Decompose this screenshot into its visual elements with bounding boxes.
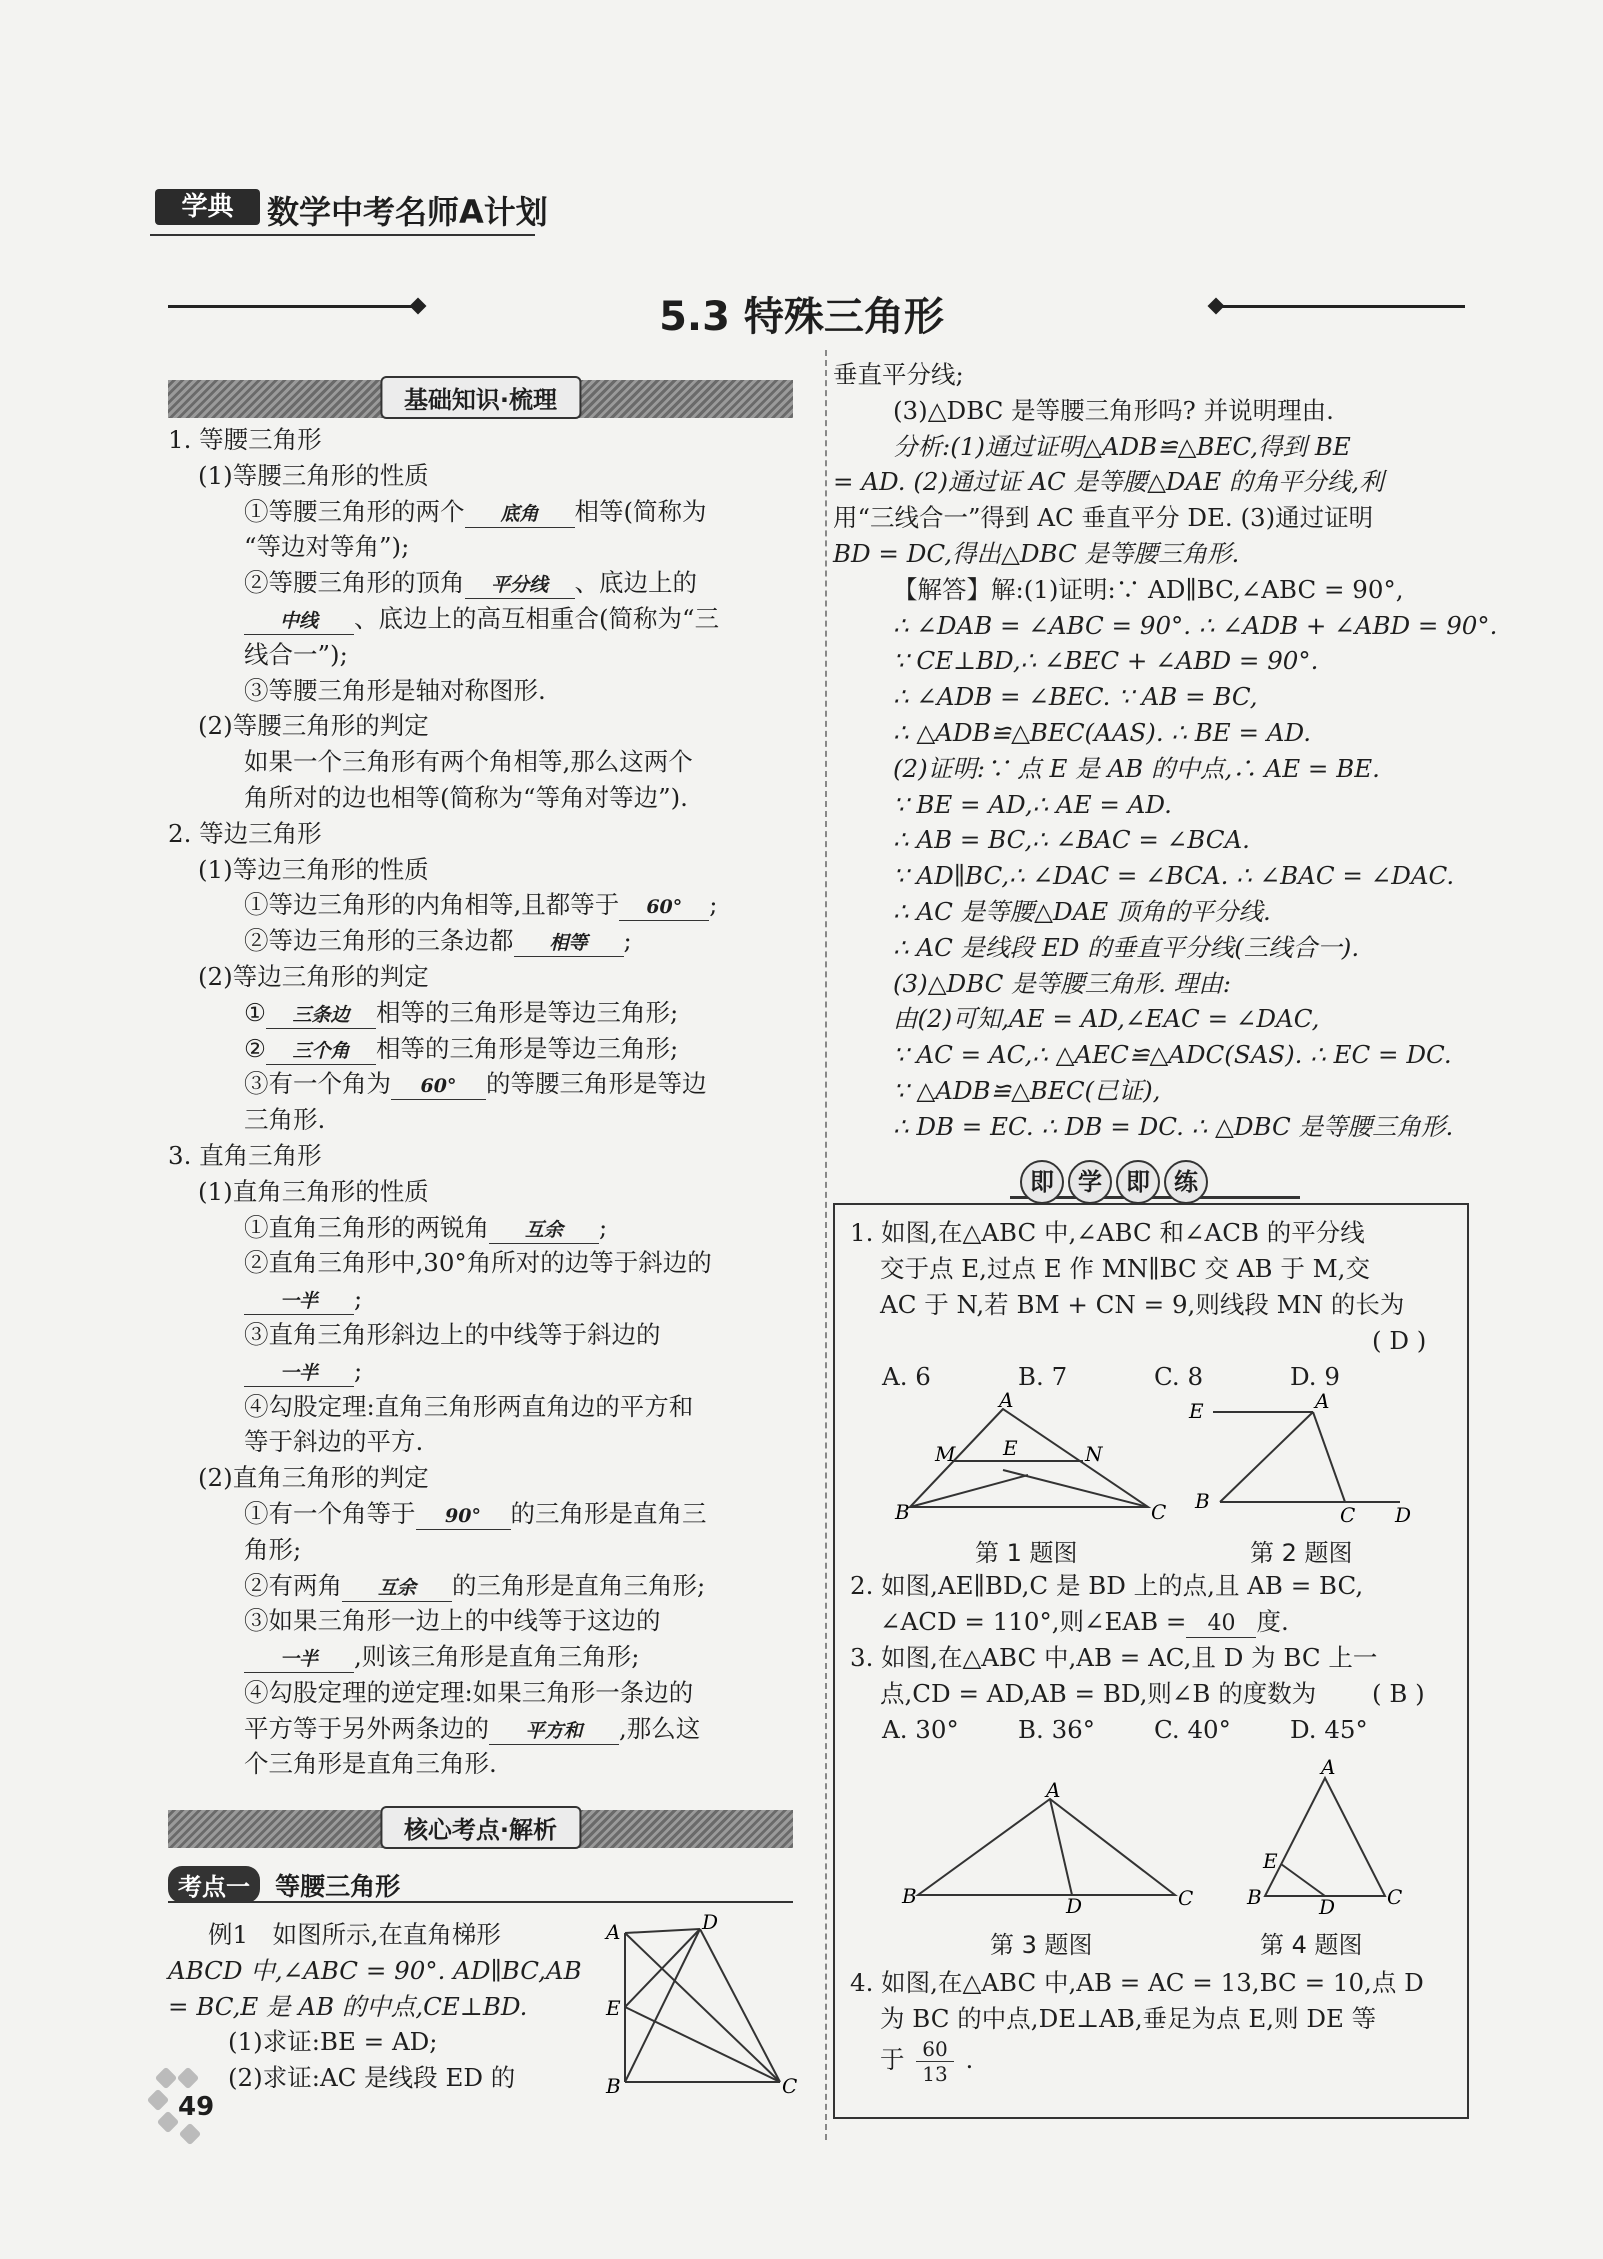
text: 的三角形是直角三 xyxy=(510,1498,707,1528)
text: ; xyxy=(599,1212,608,1242)
title-char: 学 xyxy=(1068,1160,1112,1204)
example-1 xyxy=(168,1917,582,2096)
text-line xyxy=(168,887,719,923)
text-line: = BC,E 是 AB 的中点,CE⊥BD. xyxy=(168,1991,528,2021)
keypoint-title: 等腰三角形 xyxy=(275,1872,401,1901)
text-line: ④勾股定理:直角三角形两直角边的平方和 xyxy=(244,1391,694,1421)
title-char: 即 xyxy=(1116,1160,1160,1204)
text-line xyxy=(168,1210,719,1246)
text-line xyxy=(168,1353,719,1389)
keypoint-badge xyxy=(168,1866,400,1902)
text-line xyxy=(168,1281,719,1317)
text-line: (2)直角三角形的判定 xyxy=(198,1463,429,1493)
text-line: 2. 如图,AE∥BD,C 是 BD 上的点,且 AB = BC, xyxy=(850,1571,1364,1600)
svg-text:D: D xyxy=(1395,1503,1412,1527)
text: 相等的三角形是等边三角形; xyxy=(375,1033,679,1063)
q3-options xyxy=(882,1712,1368,1748)
text-line: (2)证明:∵ 点 E 是 AB 的中点,∴ AE = BE. xyxy=(893,753,1380,783)
svg-text:E: E xyxy=(606,1996,621,2020)
text-line: “等边对等角”); xyxy=(244,532,410,562)
hex-decoration xyxy=(147,2089,170,2112)
practice-title xyxy=(1020,1160,1290,1208)
text: ①有一个角等于 xyxy=(244,1498,416,1528)
text-line: ②直角三角形中,30°角所对的边等于斜边的 xyxy=(244,1248,712,1278)
answer-blank: 三条边 xyxy=(266,1002,376,1029)
text-line: ③如果三角形一边上的中线等于这边的 xyxy=(244,1606,661,1636)
text: ,那么这 xyxy=(619,1713,701,1743)
text-line: 个三角形是直角三角形. xyxy=(244,1749,497,1779)
text-line: BD = DC,得出△DBC 是等腰三角形. xyxy=(833,538,1240,568)
question-2 xyxy=(850,1568,1363,1640)
question-3 xyxy=(850,1640,1377,1712)
answer-blank: 平分线 xyxy=(465,572,575,599)
heading-right-triangle: 3. 直角三角形 xyxy=(168,1140,322,1170)
text-line: 由(2)可知,AE = AD,∠EAC = ∠DAC, xyxy=(893,1004,1320,1034)
figure-q2 xyxy=(1185,1390,1425,1525)
svg-text:B: B xyxy=(902,1884,917,1908)
fraction-numerator: 60 xyxy=(916,2037,953,2062)
heading-isosceles: 1. 等腰三角形 xyxy=(168,425,322,454)
caption-q1: 第 1 题图 xyxy=(975,1539,1078,1567)
brand-title: 数学中考名师A计划 xyxy=(267,193,548,231)
answer-blank: 底角 xyxy=(465,501,575,528)
svg-text:C: C xyxy=(1387,1885,1403,1909)
text-line: ∵ CE⊥BD,∴ ∠BEC + ∠ABD = 90°. xyxy=(893,646,1319,676)
text-line: 三角形. xyxy=(244,1105,326,1135)
text-line: ∴ AC 是线段 ED 的垂直平分线(三线合一). xyxy=(893,932,1360,962)
text-line: 4. 如图,在△ABC 中,AB = AC = 13,BC = 10,点 D xyxy=(850,1968,1424,1997)
text-line: 用“三线合一”得到 AC 垂直平分 DE. (3)通过证明 xyxy=(833,503,1374,533)
text-line xyxy=(168,601,719,637)
text-line: 角所对的边也相等(简称为“等角对等边”). xyxy=(244,782,688,812)
q3-answer: ( B ) xyxy=(1372,1679,1425,1708)
header-rule xyxy=(150,234,535,236)
answer-blank: 60° xyxy=(619,894,709,921)
text-line: (2)等腰三角形的判定 xyxy=(198,711,429,741)
keypoint-rule xyxy=(168,1901,793,1903)
figure-q3 xyxy=(900,1778,1200,1918)
text-line: 1. 如图,在△ABC 中,∠ABC 和∠ACB 的平分线 xyxy=(850,1218,1365,1247)
text-line: ③直角三角形斜边上的中线等于斜边的 xyxy=(244,1319,661,1349)
question-4 xyxy=(850,1965,1424,2086)
svg-text:N: N xyxy=(1085,1442,1103,1466)
logo-mark: 学典 xyxy=(155,189,260,225)
text-line: ④勾股定理的逆定理:如果三角形一条边的 xyxy=(244,1677,694,1707)
text-line: ∵ BE = AD,∴ AE = AD. xyxy=(893,789,1172,819)
title-char: 即 xyxy=(1020,1160,1064,1204)
svg-text:A: A xyxy=(999,1388,1014,1412)
svg-text:A: A xyxy=(1321,1755,1336,1779)
text-line xyxy=(168,1639,719,1675)
svg-text:C: C xyxy=(782,2074,798,2098)
solution-heading: 【解答】解:(1)证明:∵ AD∥BC,∠ABC = 90°, xyxy=(893,574,1404,604)
text-line: (1)求证:BE = AD; xyxy=(228,2027,438,2057)
text: ②等腰三角形的顶角 xyxy=(244,568,465,598)
answer-fraction xyxy=(916,2037,953,2086)
answer-blank: 相等 xyxy=(514,930,624,957)
svg-text:D: D xyxy=(702,1910,719,1934)
answer-blank: 90° xyxy=(416,1503,511,1530)
option: C. 8 xyxy=(1154,1362,1204,1391)
hex-decoration xyxy=(179,2123,202,2146)
text: ,则该三角形是直角三角形; xyxy=(354,1642,640,1672)
heading-equilateral: 2. 等边三角形 xyxy=(168,818,322,848)
text-line: ∵ △ADB≌△BEC(已证), xyxy=(893,1075,1161,1105)
text: 、底边上的 xyxy=(574,568,697,598)
text-line: (3)△DBC 是等腰三角形吗? 并说明理由. xyxy=(893,395,1334,425)
figure-q4 xyxy=(1235,1755,1403,1919)
text-line xyxy=(850,2037,1424,2086)
text: ; xyxy=(623,926,632,956)
svg-text:B: B xyxy=(895,1500,910,1524)
answer-blank: 中线 xyxy=(244,608,354,635)
text: 相等(简称为 xyxy=(574,496,707,526)
text-line: AC 于 N,若 BM + CN = 9,则线段 MN 的长为 xyxy=(880,1289,1405,1319)
caption-q3: 第 3 题图 xyxy=(990,1931,1093,1959)
left-column xyxy=(168,422,719,1782)
caption-q4: 第 4 题图 xyxy=(1260,1931,1363,1959)
option: A. 6 xyxy=(882,1362,931,1391)
practice-title-chars xyxy=(1020,1160,1212,1204)
text-line xyxy=(168,1711,719,1747)
text-line: (2)等边三角形的判定 xyxy=(198,961,429,991)
option: C. 40° xyxy=(1154,1715,1231,1744)
text-line: (3)△DBC 是等腰三角形. 理由: xyxy=(893,968,1232,998)
text-line: (1)等腰三角形的性质 xyxy=(198,460,429,490)
text-line xyxy=(168,1031,719,1067)
option: B. 36° xyxy=(1018,1715,1096,1744)
text-line xyxy=(850,1604,1363,1640)
answer-blank: 40 xyxy=(1186,1611,1256,1638)
text: ② xyxy=(244,1033,266,1063)
text-line xyxy=(168,565,719,601)
text: ; xyxy=(354,1355,363,1385)
text: 于 xyxy=(880,2044,905,2074)
text-line: ∴ DB = EC. ∴ DB = DC. ∴ △DBC 是等腰三角形. xyxy=(893,1111,1454,1141)
svg-text:E: E xyxy=(1263,1849,1278,1873)
text-line: 例1 如图所示,在直角梯形 xyxy=(208,1920,501,1949)
answer-blank: 互余 xyxy=(342,1575,452,1602)
figure-q1 xyxy=(893,1388,1173,1525)
page-number: 49 xyxy=(178,2092,215,2122)
text-line: 交于点 E,过点 E 作 MN∥BC 交 AB 于 M,交 xyxy=(880,1253,1370,1283)
section-bar-core xyxy=(168,1810,793,1848)
text-line: 3. 如图,在△ABC 中,AB = AC,且 D 为 BC 上一 xyxy=(850,1643,1378,1672)
svg-text:D: D xyxy=(1319,1895,1336,1919)
text-line: (2)求证:AC 是线段 ED 的 xyxy=(228,2063,516,2093)
text-line: 等于斜边的平方. xyxy=(244,1427,424,1457)
text-line: 线合一”); xyxy=(244,639,348,669)
option: B. 7 xyxy=(1018,1362,1068,1391)
svg-text:E: E xyxy=(1003,1436,1018,1460)
text-line xyxy=(168,923,719,959)
text: 的等腰三角形是等边 xyxy=(486,1069,707,1099)
text-line: (1)直角三角形的性质 xyxy=(198,1176,429,1206)
text-line: 如果一个三角形有两个角相等,那么这两个 xyxy=(244,747,693,777)
answer-blank: 一半 xyxy=(244,1360,354,1387)
text-line: ∴ ∠DAB = ∠ABC = 90°. ∴ ∠ADB + ∠ABD = 90°. xyxy=(893,610,1498,640)
text-line xyxy=(168,1568,719,1604)
text-line xyxy=(168,995,719,1031)
text: 、底边上的高互相重合(简称为“三 xyxy=(354,603,720,633)
svg-text:B: B xyxy=(1195,1489,1210,1513)
svg-text:E: E xyxy=(1189,1399,1204,1423)
text: 度. xyxy=(1256,1606,1289,1636)
text: ; xyxy=(709,890,718,920)
keypoint-label: 考点一 xyxy=(168,1866,260,1903)
svg-text:A: A xyxy=(1315,1389,1330,1413)
text-line: 点,CD = AD,AB = BD,则∠B 的度数为 xyxy=(880,1678,1317,1708)
svg-text:A: A xyxy=(1046,1778,1061,1802)
text: ∠ACD = 110°,则∠EAB = xyxy=(880,1606,1187,1636)
caption-q2: 第 2 题图 xyxy=(1250,1539,1353,1567)
text: 相等的三角形是等边三角形; xyxy=(375,997,679,1027)
text-line: ∴ △ADB≌△BEC(AAS). ∴ BE = AD. xyxy=(893,717,1312,747)
option: D. 45° xyxy=(1290,1715,1368,1744)
text-line xyxy=(168,1066,719,1102)
svg-text:A: A xyxy=(606,1920,621,1944)
answer-blank: 平方和 xyxy=(489,1718,619,1745)
page-title: 5.3 特殊三角形 xyxy=(659,294,944,340)
text-line: 为 BC 的中点,DE⊥AB,垂足为点 E,则 DE 等 xyxy=(880,2003,1377,2033)
text-line: ③等腰三角形是轴对称图形. xyxy=(244,675,546,705)
text: ①等边三角形的内角相等,且都等于 xyxy=(244,890,620,920)
svg-text:C: C xyxy=(1340,1503,1356,1527)
section-title-basics: 基础知识·梳理 xyxy=(380,376,581,419)
text-line: 角形; xyxy=(244,1534,302,1564)
svg-text:B: B xyxy=(606,2074,621,2098)
text: ③有一个角为 xyxy=(244,1069,391,1099)
text-line xyxy=(168,494,719,530)
text-line: = AD. (2)通过证 AC 是等腰△DAE 的角平分线,利 xyxy=(833,467,1384,497)
svg-text:M: M xyxy=(935,1442,956,1466)
text: 平方等于另外两条边的 xyxy=(244,1713,489,1743)
q1-answer: ( D ) xyxy=(1372,1326,1427,1355)
option: D. 9 xyxy=(1290,1362,1340,1391)
analysis-line: 分析:(1)通过证明△ADB≌△BEC,得到 BE xyxy=(893,431,1351,461)
text: ②等边三角形的三条边都 xyxy=(244,926,514,956)
title-rule-right xyxy=(1215,305,1465,308)
svg-text:C: C xyxy=(1178,1886,1194,1910)
text-line: ABCD 中,∠ABC = 90°. AD∥BC,AB xyxy=(168,1955,582,1985)
text-line xyxy=(168,1496,719,1532)
question-1 xyxy=(850,1215,1404,1322)
section-title-core: 核心考点·解析 xyxy=(380,1806,581,1849)
text: ; xyxy=(354,1284,363,1314)
example-1-figure xyxy=(600,1910,800,2098)
text-line: ∵ AC = AC,∴ △AEC≌△ADC(SAS). ∴ EC = DC. xyxy=(893,1040,1452,1070)
text: ①直角三角形的两锐角 xyxy=(244,1212,489,1242)
hex-decoration xyxy=(157,2111,180,2134)
svg-text:C: C xyxy=(1151,1500,1167,1524)
text-line: ∴ ∠ADB = ∠BEC. ∵ AB = BC, xyxy=(893,682,1258,712)
text-line: (1)等边三角形的性质 xyxy=(198,854,429,884)
section-bar-basics xyxy=(168,380,793,418)
text-line: ∴ AC 是等腰△DAE 顶角的平分线. xyxy=(893,896,1271,926)
fraction-denominator: 13 xyxy=(922,2061,948,2086)
header-logo xyxy=(155,185,548,231)
answer-blank: 60° xyxy=(391,1073,486,1100)
text-line: ∴ AB = BC,∴ ∠BAC = ∠BCA. xyxy=(893,825,1250,855)
text: ① xyxy=(244,997,266,1027)
option: A. 30° xyxy=(882,1715,959,1744)
column-divider xyxy=(825,350,827,2140)
text-line: ∵ AD∥BC,∴ ∠DAC = ∠BCA. ∴ ∠BAC = ∠DAC. xyxy=(893,861,1455,891)
svg-text:B: B xyxy=(1247,1885,1262,1909)
answer-blank: 一半 xyxy=(244,1288,354,1315)
answer-blank: 一半 xyxy=(244,1646,354,1673)
text: . xyxy=(965,2044,974,2074)
text-line: 垂直平分线; xyxy=(833,360,964,389)
answer-blank: 三个角 xyxy=(266,1038,376,1065)
text: ②有两角 xyxy=(244,1570,342,1600)
svg-text:D: D xyxy=(1066,1894,1083,1918)
text: 的三角形是直角三角形; xyxy=(452,1570,706,1600)
title-char: 练 xyxy=(1164,1160,1208,1204)
answer-blank: 互余 xyxy=(489,1217,599,1244)
text: ①等腰三角形的两个 xyxy=(244,496,465,526)
right-column xyxy=(833,357,1497,1145)
